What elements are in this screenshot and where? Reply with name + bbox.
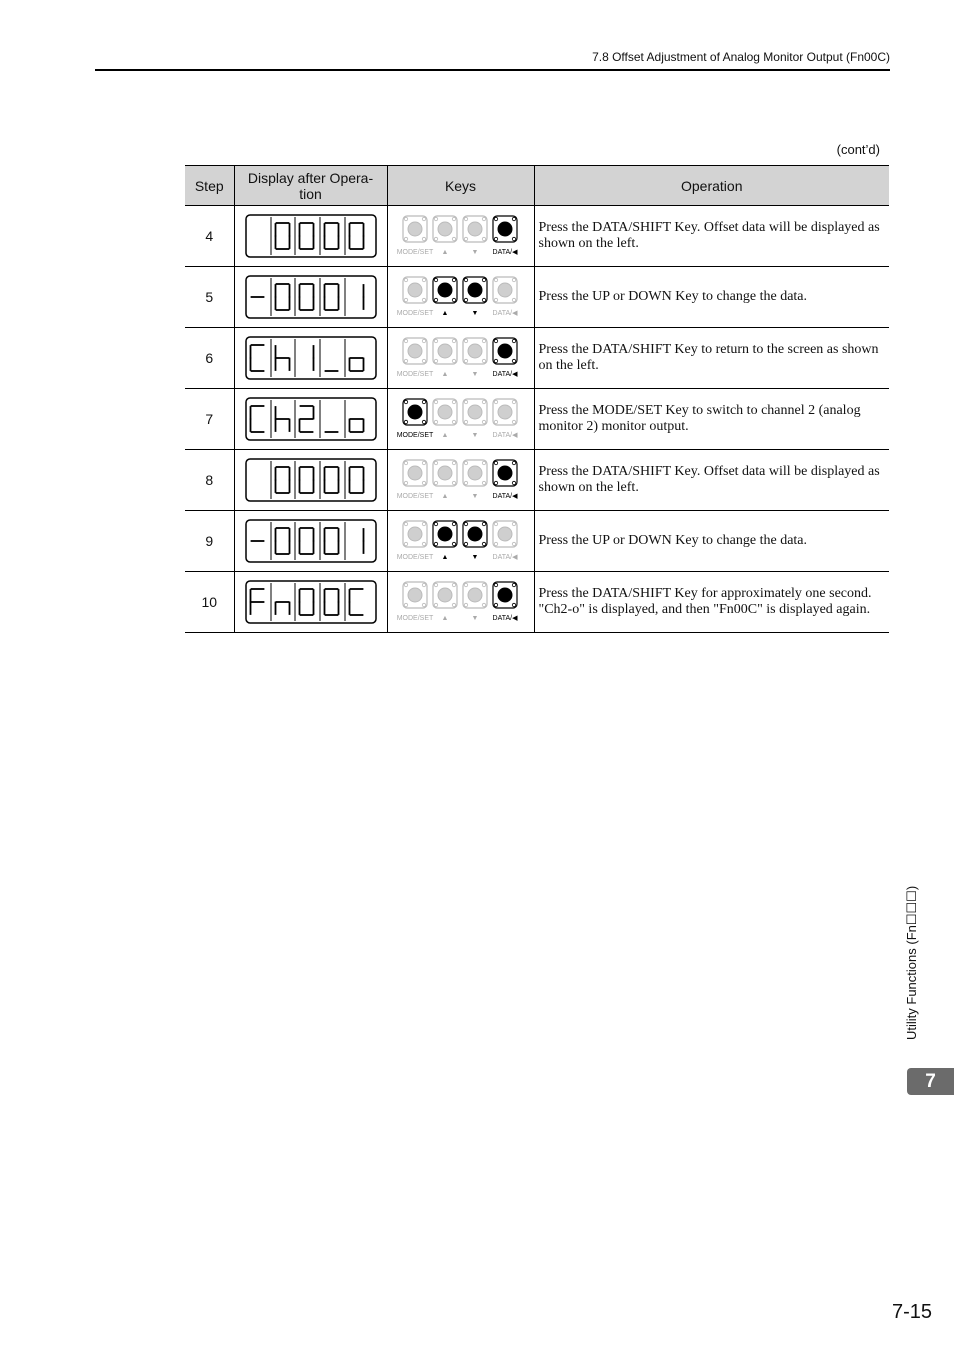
down-key[interactable]: [463, 521, 487, 547]
mode-key[interactable]: [403, 216, 427, 242]
down-key[interactable]: [463, 460, 487, 486]
panel-keys: [397, 212, 525, 260]
panel-keys: [397, 456, 525, 504]
display-frame: [246, 276, 376, 318]
panel-display: [245, 336, 377, 380]
down-key[interactable]: [463, 216, 487, 242]
operation-text: Press the DATA/SHIFT Key. Offset data will be displayed as shown on the left.: [534, 206, 889, 267]
display-cell: [234, 511, 387, 572]
mode-key-label: MODE/SET: [396, 371, 433, 378]
display-frame: [246, 215, 376, 257]
data-key[interactable]: [493, 521, 517, 547]
table-row: [185, 572, 889, 633]
display-cell: [234, 572, 387, 633]
down-key-label: ▼: [471, 249, 478, 256]
data-key-label: DATA/◀: [492, 371, 517, 378]
table-row: [185, 328, 889, 389]
mode-key[interactable]: [403, 521, 427, 547]
mode-key-label: MODE/SET: [396, 310, 433, 317]
steps-table: [185, 165, 889, 633]
keys-cell: [387, 267, 534, 328]
panel-display: [245, 214, 377, 258]
up-key[interactable]: [433, 399, 457, 425]
table-row: [185, 389, 889, 450]
up-key-label: ▲: [441, 249, 448, 256]
header-operation: Operation: [534, 166, 889, 206]
up-key[interactable]: [433, 521, 457, 547]
data-key-label: DATA/◀: [492, 493, 517, 500]
keys-cell: [387, 511, 534, 572]
display-cell: [234, 450, 387, 511]
operation-text: Press the UP or DOWN Key to change the data.: [534, 511, 889, 572]
down-key-label: ▼: [471, 554, 478, 561]
operation-text: Press the DATA/SHIFT Key to return to the screen as shown on the left.: [534, 328, 889, 389]
mode-key[interactable]: [403, 460, 427, 486]
continued-label: (cont’d): [836, 142, 880, 157]
up-key-label: ▲: [441, 371, 448, 378]
up-key[interactable]: [433, 277, 457, 303]
step-number: 9: [185, 511, 234, 572]
header-step: Step: [185, 166, 234, 206]
data-key-label: DATA/◀: [492, 249, 517, 256]
panel-keys: [397, 395, 525, 443]
panel-display: [245, 397, 377, 441]
step-number: 10: [185, 572, 234, 633]
mode-key[interactable]: [403, 277, 427, 303]
table-row: [185, 511, 889, 572]
data-key[interactable]: [493, 277, 517, 303]
up-key-label: ▲: [441, 554, 448, 561]
mode-key-label: MODE/SET: [396, 432, 433, 439]
down-key-label: ▼: [471, 615, 478, 622]
mode-key[interactable]: [403, 399, 427, 425]
running-header: 7.8 Offset Adjustment of Analog Monitor Output (Fn00C): [592, 50, 890, 64]
up-key[interactable]: [433, 338, 457, 364]
operation-text: Press the DATA/SHIFT Key for approximately one second. "Ch2-o" is displayed, and then "Fn00C" is displayed again.: [534, 572, 889, 633]
display-frame: [246, 581, 376, 623]
up-key-label: ▲: [441, 615, 448, 622]
display-frame: [246, 459, 376, 501]
mode-key-label: MODE/SET: [396, 554, 433, 561]
operation-text: Press the UP or DOWN Key to change the data.: [534, 267, 889, 328]
step-number: 4: [185, 206, 234, 267]
panel-display: [245, 580, 377, 624]
data-key-label: DATA/◀: [492, 615, 517, 622]
down-key-label: ▼: [471, 493, 478, 500]
panel-display: [245, 519, 377, 563]
mode-key-label: MODE/SET: [396, 493, 433, 500]
mode-key[interactable]: [403, 338, 427, 364]
panel-display: [245, 275, 377, 319]
panel-keys: [397, 273, 525, 321]
table-row: [185, 267, 889, 328]
keys-cell: [387, 328, 534, 389]
data-key[interactable]: [493, 460, 517, 486]
header-display: Display after Opera- tion: [234, 166, 387, 206]
table-row: [185, 206, 889, 267]
operation-text: Press the DATA/SHIFT Key. Offset data will be displayed as shown on the left.: [534, 450, 889, 511]
display-frame: [246, 520, 376, 562]
display-cell: [234, 206, 387, 267]
chapter-tab: 7: [907, 1068, 954, 1095]
up-key[interactable]: [433, 582, 457, 608]
display-cell: [234, 267, 387, 328]
page-number: 7-15: [891, 1301, 932, 1323]
data-key-label: DATA/◀: [492, 554, 517, 561]
down-key-label: ▼: [471, 310, 478, 317]
down-key[interactable]: [463, 399, 487, 425]
table-row: [185, 450, 889, 511]
up-key-label: ▲: [441, 310, 448, 317]
data-key[interactable]: [493, 582, 517, 608]
step-number: 8: [185, 450, 234, 511]
keys-cell: [387, 450, 534, 511]
up-key[interactable]: [433, 216, 457, 242]
panel-display: [245, 458, 377, 502]
step-number: 6: [185, 328, 234, 389]
up-key-label: ▲: [441, 493, 448, 500]
operation-text: Press the MODE/SET Key to switch to channel 2 (analog monitor 2) monitor output.: [534, 389, 889, 450]
panel-keys: [397, 517, 525, 565]
data-key-label: DATA/◀: [492, 432, 517, 439]
down-key[interactable]: [463, 338, 487, 364]
keys-cell: [387, 572, 534, 633]
down-key[interactable]: [463, 582, 487, 608]
keys-cell: [387, 389, 534, 450]
step-number: 5: [185, 267, 234, 328]
display-cell: [234, 328, 387, 389]
up-key-label: ▲: [441, 432, 448, 439]
display-cell: [234, 389, 387, 450]
header-rule: [95, 69, 890, 71]
side-section-label: Utility Functions (Fn☐☐☐): [904, 885, 919, 1040]
table-header-row: [185, 166, 889, 206]
data-key[interactable]: [493, 216, 517, 242]
up-key[interactable]: [433, 460, 457, 486]
down-key-label: ▼: [471, 432, 478, 439]
data-key-label: DATA/◀: [492, 310, 517, 317]
mode-key-label: MODE/SET: [396, 615, 433, 622]
data-key[interactable]: [493, 399, 517, 425]
panel-keys: [397, 578, 525, 626]
keys-cell: [387, 206, 534, 267]
header-keys: Keys: [387, 166, 534, 206]
mode-key-label: MODE/SET: [396, 249, 433, 256]
down-key[interactable]: [463, 277, 487, 303]
mode-key[interactable]: [403, 582, 427, 608]
down-key-label: ▼: [471, 371, 478, 378]
step-number: 7: [185, 389, 234, 450]
data-key[interactable]: [493, 338, 517, 364]
panel-keys: [397, 334, 525, 382]
